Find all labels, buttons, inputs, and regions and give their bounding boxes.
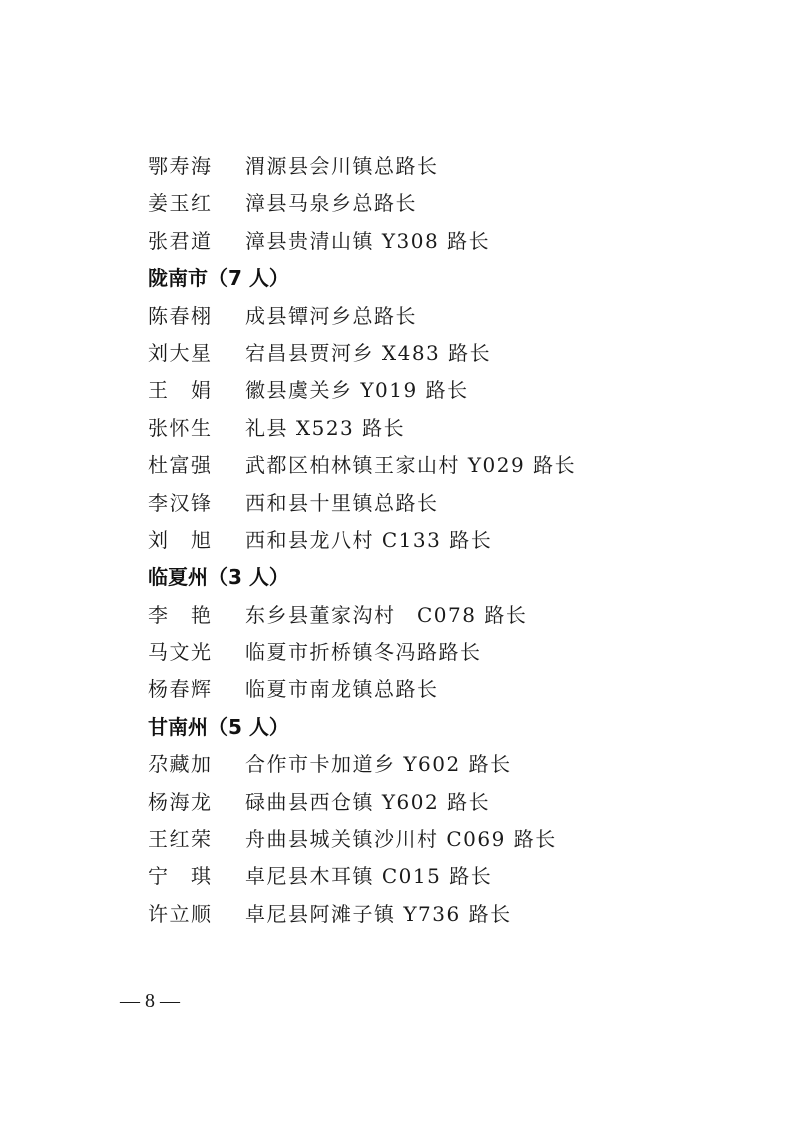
road-chief-role: 漳县马泉乡总路长 [245, 191, 417, 216]
road-chief-role: 合作市卡加道乡 Y602 路长 [245, 752, 512, 777]
list-item [148, 671, 748, 708]
list-item [148, 335, 748, 372]
person-name: 王红荣 [148, 827, 213, 852]
road-chief-role: 礼县 X523 路长 [245, 415, 406, 440]
road-chief-role: 宕昌县贾河乡 X483 路长 [245, 340, 492, 365]
person-name: 姜玉红 [148, 191, 213, 216]
person-name: 杨春辉 [148, 677, 213, 702]
road-chief-role: 武都区柏林镇王家山村 Y029 路长 [245, 453, 577, 478]
list-item [148, 522, 748, 559]
personnel-list [148, 148, 748, 933]
list-item [148, 784, 748, 821]
road-chief-role: 徽县虞关乡 Y019 路长 [245, 378, 469, 403]
person-name: 张君道 [148, 228, 213, 253]
list-item [148, 372, 748, 409]
region-heading-longnan: 陇南市（7 人） [148, 266, 289, 291]
road-chief-role: 临夏市南龙镇总路长 [245, 677, 439, 702]
road-chief-role: 西和县龙八村 C133 路长 [245, 527, 493, 552]
person-name: 鄂寿海 [148, 154, 213, 178]
person-name: 杜富强 [148, 453, 213, 478]
person-name: 许立顺 [148, 901, 213, 926]
list-item [148, 485, 748, 522]
road-chief-role: 碌曲县西仓镇 Y602 路长 [245, 789, 491, 814]
list-item [148, 447, 748, 484]
region-heading-linxia: 临夏州（3 人） [148, 565, 289, 590]
region-heading-gannan: 甘南州（5 人） [148, 714, 289, 739]
road-chief-role: 卓尼县阿滩子镇 Y736 路长 [245, 901, 512, 926]
road-chief-role: 西和县十里镇总路长 [245, 490, 439, 515]
list-item [148, 746, 748, 783]
list-item [148, 185, 748, 222]
list-item [148, 858, 748, 895]
road-chief-role: 成县镡河乡总路长 [245, 303, 417, 328]
person-name: 陈春栩 [148, 303, 213, 328]
person-name: 王 娟 [148, 378, 213, 403]
list-item [148, 410, 748, 447]
list-item [148, 298, 748, 335]
person-name: 马文光 [148, 640, 213, 665]
road-chief-role: 渭源县会川镇总路长 [245, 154, 439, 178]
person-name: 张怀生 [148, 415, 213, 440]
person-name: 刘大星 [148, 340, 213, 365]
list-item [148, 148, 748, 185]
road-chief-role: 卓尼县木耳镇 C015 路长 [245, 864, 493, 889]
person-name: 刘 旭 [148, 527, 213, 552]
list-item [148, 896, 748, 933]
road-chief-role: 临夏市折桥镇冬冯路路长 [245, 640, 482, 665]
road-chief-role: 东乡县董家沟村 C078 路长 [245, 602, 528, 627]
person-name: 宁 琪 [148, 864, 213, 889]
person-name: 李 艳 [148, 602, 213, 627]
page-number: — 8 — [120, 990, 180, 1012]
list-item [148, 597, 748, 634]
road-chief-role: 漳县贵清山镇 Y308 路长 [245, 228, 491, 253]
list-item [148, 634, 748, 671]
road-chief-role: 舟曲县城关镇沙川村 C069 路长 [245, 827, 557, 852]
list-item [148, 223, 748, 260]
person-name: 李汉锋 [148, 490, 213, 515]
person-name: 尕藏加 [148, 752, 213, 777]
list-item [148, 821, 748, 858]
person-name: 杨海龙 [148, 789, 213, 814]
